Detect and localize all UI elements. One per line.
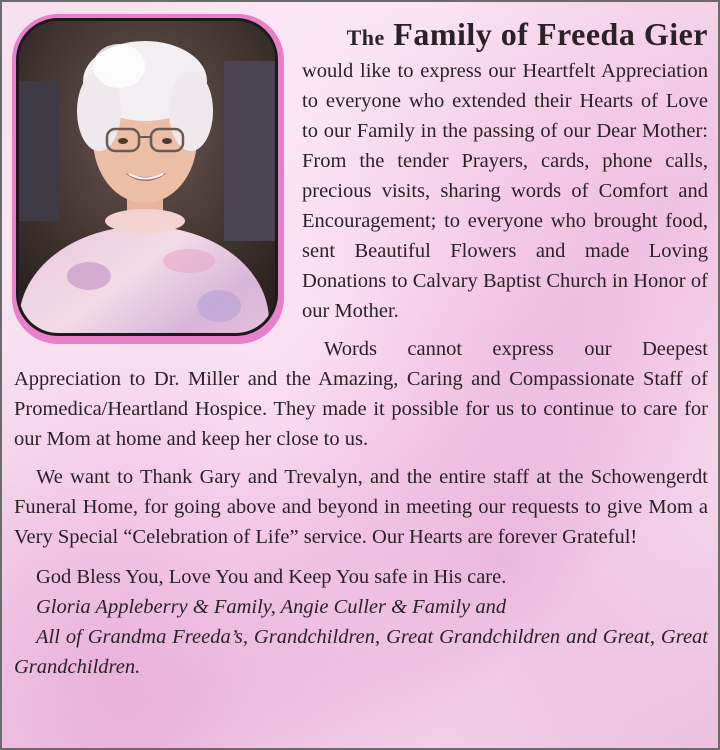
blessing-line: God Bless You, Love You and Keep You safe in His care. bbox=[36, 566, 507, 588]
funeral-home-paragraph: We want to Thank Gary and Trevalyn, and the entire staff at the Schowengerdt Funeral Home, for going above and beyond in meeting our requests to give Mom a Very Special “Celebration of Life” service. Our Hearts are forever Grateful! bbox=[14, 466, 708, 548]
photo-spacer bbox=[14, 14, 302, 354]
heading-prefix: The bbox=[346, 25, 385, 50]
signature-line-2: All of Grandma Freeda’s, Grandchildren, Great Grandchildren and Great, Great Grandchildren. bbox=[14, 626, 708, 678]
signature-line-1: Gloria Appleberry & Family, Angie Culler & Family and bbox=[36, 596, 507, 618]
text-area bbox=[14, 14, 708, 682]
intro-paragraph: would like to express our Heartfelt Appreciation to everyone who extended their Hearts of Love to our Family in the passing of our Dear Mother: From the tender Prayers, cards, phone calls, precious visits, sharing words of Comfort and Encouragement; to everyone who brought food, sent Beautiful Flowers and made Loving Donations to Calvary Baptist Church in Honor of our Mother. bbox=[302, 60, 708, 322]
hospice-paragraph: Words cannot express our Deepest Appreciation to Dr. Miller and the Amazing, Caring and Compassionate Staff of Promedica/Heartland Hospice. They made it possible for us to continue to care for our Mom at home and keep her close to us. bbox=[14, 338, 708, 450]
heading-family-name: Family of Freeda Gier bbox=[393, 16, 708, 52]
